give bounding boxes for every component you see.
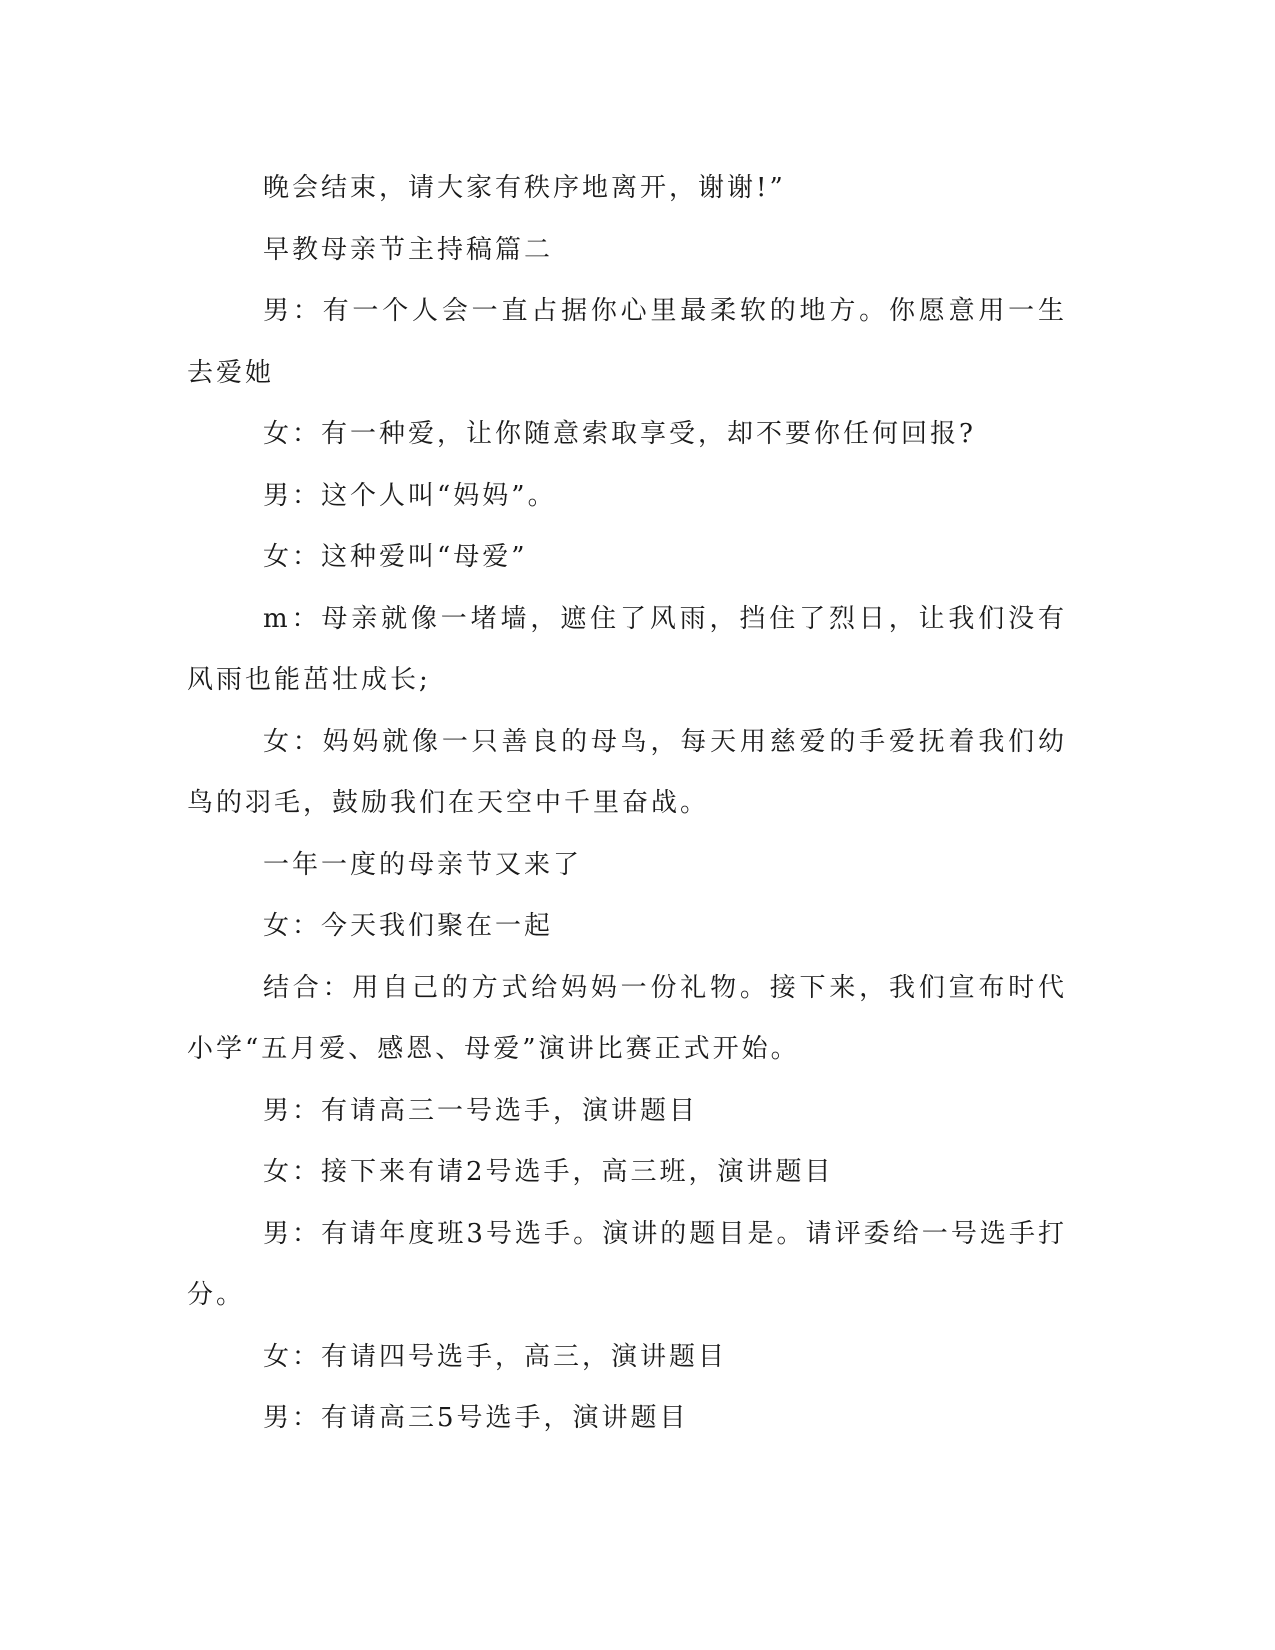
paragraph: 女：有一种爱，让你随意索取享受，却不要你任何回报?: [263, 419, 976, 449]
paragraph: 男：有一个人会一直占据你心里最柔软的地方。你愿意用一生去爱她: [187, 296, 1067, 388]
document-body: [187, 158, 1067, 1450]
paragraph: 女：妈妈就像一只善良的母鸟，每天用慈爱的手爱抚着我们幼鸟的羽毛，鼓励我们在天空中千里奋战。: [187, 726, 1067, 818]
paragraph: 男：有请高三5号选手，演讲题目: [263, 1403, 689, 1433]
paragraph: 女：接下来有请2号选手，高三班，演讲题目: [263, 1157, 834, 1187]
paragraph: m：母亲就像一堵墙，遮住了风雨，挡住了烈日，让我们没有风雨也能茁壮成长;: [187, 603, 1067, 695]
section-heading: 早教母亲节主持稿篇二: [263, 234, 554, 265]
paragraph: 男：这个人叫“妈妈”。: [263, 480, 557, 511]
paragraph: 结合：用自己的方式给妈妈一份礼物。接下来，我们宣布时代小学“五月爱、感恩、母爱”演讲比赛正式开始。: [187, 972, 1067, 1064]
paragraph: 女：今天我们聚在一起: [263, 911, 554, 941]
paragraph: 女：有请四号选手，高三，演讲题目: [263, 1341, 728, 1372]
paragraph: 男：有请高三一号选手，演讲题目: [263, 1095, 699, 1126]
paragraph: 女：这种爱叫“母爱”: [263, 542, 528, 572]
paragraph: 男：有请年度班3号选手。演讲的题目是。请评委给一号选手打分。: [187, 1218, 1067, 1310]
paragraph-closing-announcement: 晚会结束，请大家有秩序地离开，谢谢!”: [263, 173, 786, 203]
paragraph: 一年一度的母亲节又来了: [263, 849, 583, 880]
